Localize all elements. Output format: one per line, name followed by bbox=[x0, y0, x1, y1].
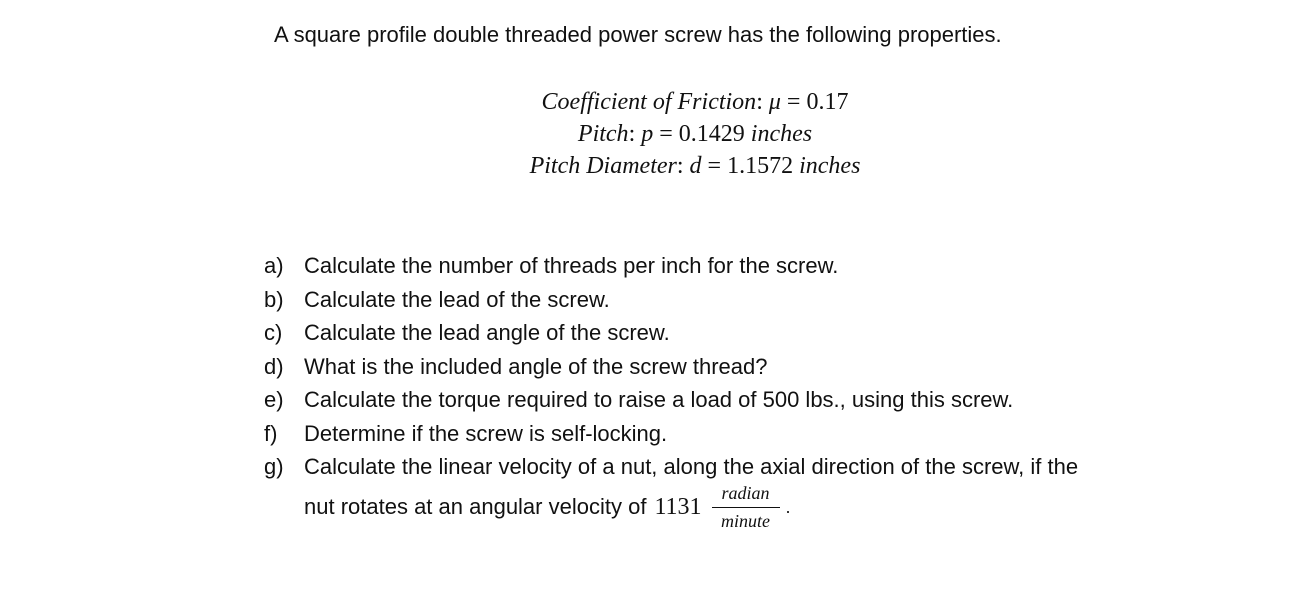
list-marker: g) bbox=[264, 454, 284, 479]
question-text: Calculate the number of threads per inch for the screw. bbox=[304, 253, 839, 278]
list-marker: f) bbox=[264, 420, 278, 446]
property-name: Pitch Diameter bbox=[529, 153, 677, 179]
question-text: Calculate the linear velocity of a nut, along the axial direction of the screw, if the bbox=[304, 454, 1079, 479]
fraction-bar bbox=[712, 507, 780, 508]
properties-block bbox=[0, 86, 1290, 182]
property-symbol: p bbox=[641, 121, 654, 147]
property-friction: Coefficient of Friction: μ = 0.17 bbox=[541, 89, 849, 115]
unit-denominator: minute bbox=[721, 511, 771, 531]
unit-numerator: radian bbox=[721, 483, 770, 503]
question-text: Calculate the lead of the screw. bbox=[304, 286, 610, 312]
continuation-text: nut rotates at an angular velocity of bbox=[304, 494, 647, 519]
unit-fraction bbox=[712, 483, 780, 531]
property-value: 0.17 bbox=[806, 89, 849, 115]
end-period: . bbox=[785, 496, 791, 517]
property-symbol: d bbox=[689, 153, 702, 179]
property-pitch: Pitch: p = 0.1429 inches bbox=[577, 121, 813, 147]
property-value: 1.1572 bbox=[727, 153, 794, 179]
question-text: Calculate the lead angle of the screw. bbox=[304, 320, 670, 345]
list-marker: b) bbox=[264, 286, 284, 312]
angular-velocity-value: 1131 bbox=[654, 493, 702, 520]
property-symbol: μ bbox=[768, 89, 781, 115]
question-text: What is the included angle of the screw thread? bbox=[304, 353, 768, 379]
property-name: Pitch bbox=[577, 121, 629, 147]
question-text: Calculate the torque required to raise a load of 500 lbs., using this screw. bbox=[304, 387, 1014, 412]
property-unit: inches bbox=[750, 121, 813, 147]
property-pitch-diameter: Pitch Diameter: d = 1.1572 inches bbox=[529, 153, 861, 179]
question-text: Determine if the screw is self-locking. bbox=[304, 420, 668, 446]
intro-text: A square profile double threaded power screw has the following properties. bbox=[274, 22, 1002, 47]
list-marker: c) bbox=[264, 320, 283, 345]
list-marker: e) bbox=[264, 387, 284, 412]
list-marker: d) bbox=[264, 353, 284, 379]
property-value: 0.1429 bbox=[678, 121, 745, 147]
question-g-continuation bbox=[304, 483, 791, 531]
property-unit: inches bbox=[799, 153, 861, 179]
property-name: Coefficient of Friction bbox=[541, 89, 757, 115]
list-marker: a) bbox=[264, 253, 284, 278]
